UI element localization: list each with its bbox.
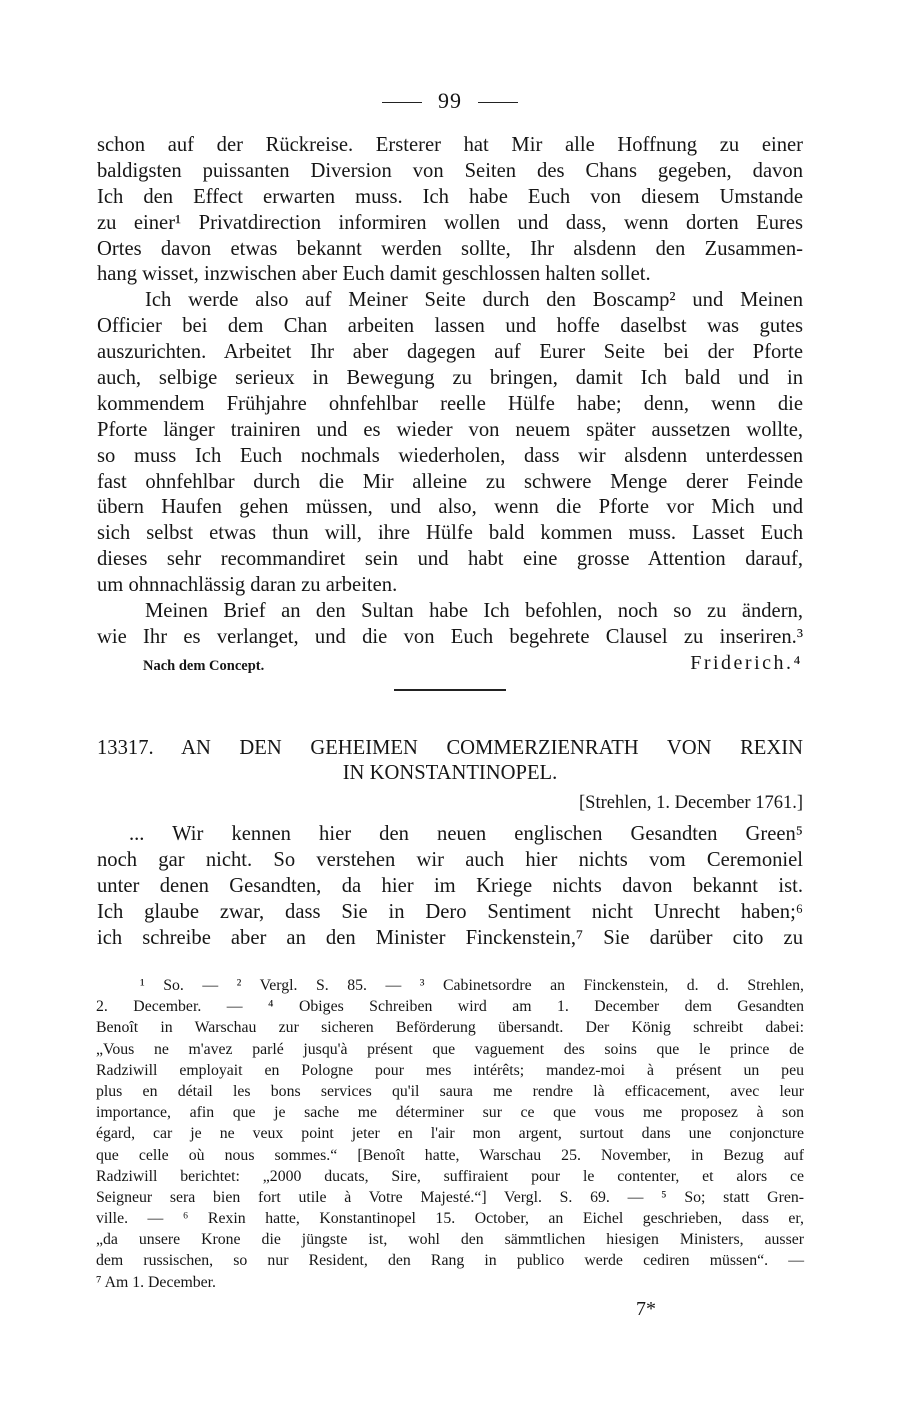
text-line: Meinen Brief an den Sultan habe Ich befohlen, noch so zu ändern,: [145, 600, 803, 623]
text-line: auszurichten. Arbeitet Ihr aber dagegen auf Eurer Seite bei der Pforte: [97, 341, 803, 364]
footnote-line: dem russischen, so nur Resident, den Rang in publico werde cediren müssen“. —: [96, 1252, 804, 1270]
text-line: so muss Ich Euch nochmals wiederholen, dass wir alsdenn unterdessen: [97, 444, 803, 467]
footnote-line: Radziwill berichtet: „2000 ducats, Sire, suffiraient pour le contenter, et alors ce: [96, 1167, 804, 1185]
text-line: fast ohnfehlbar durch die Mir alleine zu schwere Menge derer Feinde: [97, 470, 803, 493]
footnote-line: „da unsere Krone die jüngste ist, wohl den sämmtlichen hiesigen Ministers, ausser: [96, 1231, 804, 1249]
letter-text: [97, 133, 803, 651]
text-line: Ich den Effect erwarten muss. Ich habe Euch von diesem Umstande: [97, 185, 803, 208]
text-line: sich selbst etwas thun will, ihre Hülfe bald kommen muss. Lasset Euch: [97, 522, 803, 545]
signature-mark: 7*: [636, 1298, 656, 1320]
section-text: [97, 822, 803, 951]
footnote-line: Radziwill employait en Pologne pour mes intérêts; mandez-moi à présent un peu: [96, 1061, 804, 1079]
header-dash-right: [478, 102, 518, 103]
footnote-line: égard, car je ne veux point jeter en l'air mon argent, surtout dans une conjoncture: [96, 1125, 804, 1143]
footnote-line: plus en détail les bons services qu'il saura me rendre là efficacement, avec leur: [96, 1082, 804, 1100]
signature: Friderich.⁴: [690, 652, 803, 674]
source-note: Nach dem Concept.: [143, 658, 265, 674]
footnote-line: ¹ So. — ² Vergl. S. 85. — ³ Cabinetsordre an Finckenstein, d. d. Strehlen,: [140, 977, 804, 994]
text-line: um ohnnachlässig daran zu arbeiten.: [97, 574, 398, 597]
section-divider: [394, 689, 506, 691]
section-title-line: IN KONSTANTINOPEL.: [342, 762, 558, 784]
section-title-line: 13317. AN DEN GEHEIMEN COMMERZIENRATH VON REXIN: [97, 737, 803, 759]
text-line: dieses sehr recommandiret sein und habt eine grosse Attention darauf,: [97, 548, 803, 571]
text-line: schon auf der Rückreise. Ersterer hat Mir alle Hoffnung zu einer: [97, 134, 803, 156]
text-line: ich schreibe aber an den Minister Finckenstein,⁷ Sie darüber cito zu: [97, 926, 803, 949]
header-dash-left: [382, 102, 422, 103]
text-line: Pforte länger trainiren und es wieder von neuem später aussetzen wollte,: [97, 418, 803, 441]
signature-row: [143, 652, 803, 678]
section-dateline: [Strehlen, 1. December 1761.]: [579, 793, 803, 813]
footnote-line: importance, afin que je sache me déterminer sur ce que vous me proposez à son: [96, 1104, 804, 1122]
text-line: kommendem Frühjahre ohnfehlbar reelle Hülfe habe; denn, wenn die: [97, 392, 803, 415]
section-heading: [97, 736, 803, 786]
text-line: zu einer¹ Privatdirection informiren wollen und dass, wenn dorten Eures: [97, 211, 803, 234]
text-line: hang wisset, inzwischen aber Euch damit geschlossen halten sollet.: [97, 263, 651, 286]
text-line: unter denen Gesandten, da hier im Kriege nichts davon bekannt ist.: [97, 874, 803, 897]
text-line: auch, selbige serieux in Bewegung zu bringen, damit Ich bald und in: [97, 367, 803, 390]
text-line: Officier bei dem Chan arbeiten lassen und hoffe daselbst was gutes: [97, 315, 803, 338]
footnote-line: ⁷ Am 1. December.: [96, 1273, 217, 1291]
text-line: wie Ihr es verlanget, und die von Euch begehrete Clausel zu inseriren.³: [97, 625, 803, 648]
page-header: [0, 88, 900, 114]
text-line: ... Wir kennen hier den neuen englischen Gesandten Green⁵: [129, 823, 803, 845]
text-line: noch gar nicht. So verstehen wir auch hier nichts vom Ceremoniel: [97, 848, 803, 871]
footnote-line: Benoît in Warschau zur sicheren Beförderung übersandt. Der König schreibt dabei:: [96, 1019, 804, 1037]
footnote-line: ville. — ⁶ Rexin hatte, Konstantinopel 15. October, an Eichel geschrieben, dass er,: [96, 1210, 804, 1228]
text-line: Ich werde also auf Meiner Seite durch den Boscamp² und Meinen: [145, 289, 803, 312]
footnote-line: Seigneur sera bien fort utile à Votre Majesté.“] Vergl. S. 69. — ⁵ So; statt Gren-: [96, 1188, 804, 1206]
text-line: baldigsten puissanten Diversion von Seiten des Chans gegeben, davon: [97, 159, 803, 182]
footnote-line: „Vous ne m'avez parlé jusqu'à présent que vaguement des soins que le prince de: [96, 1040, 804, 1058]
text-line: übern Haufen gehen müssen, und also, wenn die Pforte vor Mich und: [97, 496, 803, 519]
text-line: Ortes davon etwas bekannt werden sollte, Ihr alsdenn den Zusammen-: [97, 237, 803, 260]
footnote-line: que celle où nous sommes.“ [Benoît hatte, Warschau 25. November, in Bezug auf: [96, 1146, 804, 1164]
footnote-line: 2. December. — ⁴ Obiges Schreiben wird am 1. December dem Gesandten: [96, 998, 804, 1016]
footnotes: [96, 975, 804, 1293]
page-number: 99: [438, 88, 462, 113]
text-line: Ich glaube zwar, dass Sie in Dero Sentiment nicht Unrecht haben;⁶: [97, 900, 803, 923]
